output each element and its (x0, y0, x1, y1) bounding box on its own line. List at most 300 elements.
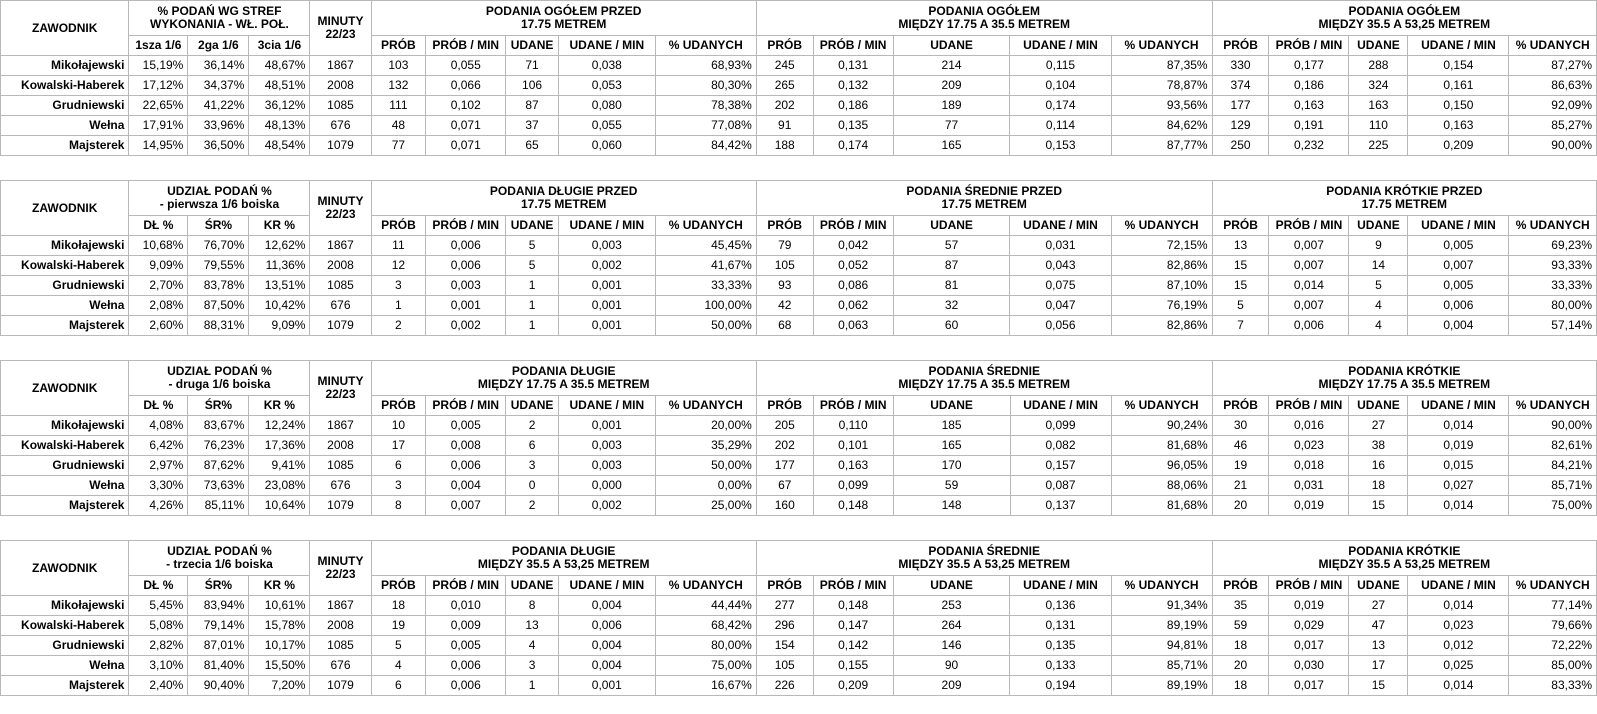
metric-subheader: UDANE / MIN (1408, 576, 1509, 596)
value-cell: 11 (371, 236, 426, 256)
value-cell: 87,77% (1111, 136, 1212, 156)
player-name: Grudniewski (1, 96, 129, 116)
value-cell: 0,007 (426, 496, 506, 516)
value-cell: 0,071 (426, 116, 506, 136)
value-cell: 4 (506, 636, 559, 656)
table-row (1, 616, 1597, 636)
value-cell: 6 (371, 676, 426, 696)
value-cell: 0,191 (1269, 116, 1349, 136)
value-cell: 0,00% (655, 476, 756, 496)
zone-share-cell: 3,10% (129, 656, 188, 676)
value-cell: 5 (506, 236, 559, 256)
value-cell: 3 (371, 276, 426, 296)
zone-share-cell: 5,45% (129, 596, 188, 616)
metric-subheader: PRÓB (756, 576, 813, 596)
value-cell: 0,155 (813, 656, 893, 676)
value-cell: 188 (756, 136, 813, 156)
value-cell: 0,017 (1269, 636, 1349, 656)
group-header-3 (1212, 181, 1596, 216)
value-cell: 1 (506, 296, 559, 316)
zone-share-cell: 9,09% (129, 256, 188, 276)
value-cell: 15 (1349, 676, 1408, 696)
value-cell: 0,066 (426, 76, 506, 96)
value-cell: 0,001 (558, 316, 655, 336)
value-cell: 0,017 (1269, 676, 1349, 696)
value-cell: 0,007 (1269, 256, 1349, 276)
value-cell: 85,71% (1509, 476, 1597, 496)
group-header-1-line1: PODANIA DŁUGIE PRZED (489, 184, 638, 198)
metric-subheader: UDANE (506, 396, 559, 416)
value-cell: 1 (506, 316, 559, 336)
player-name: Wełna (1, 476, 129, 496)
group-header-3-line1: PODANIA KRÓTKIE PRZED (1326, 184, 1483, 198)
value-cell: 9 (1349, 236, 1408, 256)
zawodnik-header: ZAWODNIK (1, 181, 129, 236)
value-cell: 374 (1212, 76, 1269, 96)
table-row (1, 136, 1597, 156)
group-header-1-line1: PODANIA OGÓŁEM PRZED (485, 4, 642, 18)
metric-subheader: % UDANYCH (1509, 576, 1597, 596)
table-row (1, 436, 1597, 456)
value-cell: 89,19% (1111, 616, 1212, 636)
value-cell: 0,052 (813, 256, 893, 276)
header-row (1, 541, 1597, 576)
subheader-row (1, 576, 1597, 596)
metric-subheader: PRÓB (1212, 576, 1269, 596)
value-cell: 6 (371, 456, 426, 476)
table-row (1, 636, 1597, 656)
value-cell: 1 (506, 276, 559, 296)
value-cell: 60 (893, 316, 1010, 336)
value-cell: 77 (371, 136, 426, 156)
table-row (1, 276, 1597, 296)
player-name: Grudniewski (1, 456, 129, 476)
value-cell: 0,038 (558, 56, 655, 76)
value-cell: 78,87% (1111, 76, 1212, 96)
zone-share-cell: 13,51% (249, 276, 310, 296)
zone-share-cell: 48,51% (249, 76, 310, 96)
value-cell: 225 (1349, 136, 1408, 156)
value-cell: 6 (506, 436, 559, 456)
zone-share-cell: 10,68% (129, 236, 188, 256)
zone-share-cell: 10,17% (249, 636, 310, 656)
player-name: Mikołajewski (1, 416, 129, 436)
value-cell: 87 (506, 96, 559, 116)
value-cell: 10 (371, 416, 426, 436)
value-cell: 0,031 (1010, 236, 1111, 256)
value-cell: 17 (1349, 656, 1408, 676)
zone-share-cell: 23,08% (249, 476, 310, 496)
value-cell: 50,00% (655, 316, 756, 336)
zone-share-cell: 15,78% (249, 616, 310, 636)
value-cell: 16,67% (655, 676, 756, 696)
value-cell: 82,61% (1509, 436, 1597, 456)
value-cell: 13 (1212, 236, 1269, 256)
value-cell: 0,010 (426, 596, 506, 616)
metric-subheader: PRÓB (371, 576, 426, 596)
value-cell: 18 (1212, 636, 1269, 656)
value-cell: 50,00% (655, 456, 756, 476)
table-row (1, 116, 1597, 136)
zone-subheader: 1sza 1/6 (129, 36, 188, 56)
metric-subheader: UDANE / MIN (1408, 396, 1509, 416)
value-cell: 68 (756, 316, 813, 336)
zone-share-header-line1: % PODAŃ WG STREF (157, 4, 282, 18)
value-cell: 0,006 (426, 676, 506, 696)
value-cell: 154 (756, 636, 813, 656)
table-row (1, 476, 1597, 496)
zone-share-header (129, 1, 310, 36)
metric-subheader: UDANE (506, 216, 559, 236)
value-cell: 132 (371, 76, 426, 96)
zone-share-cell: 5,08% (129, 616, 188, 636)
value-cell: 1 (371, 296, 426, 316)
value-cell: 0,019 (1269, 596, 1349, 616)
value-cell: 59 (893, 476, 1010, 496)
value-cell: 0,015 (1408, 456, 1509, 476)
metric-subheader: % UDANYCH (1509, 36, 1597, 56)
zone-share-cell: 11,36% (249, 256, 310, 276)
value-cell: 0,163 (813, 456, 893, 476)
value-cell: 0,006 (426, 456, 506, 476)
value-cell: 93,33% (1509, 256, 1597, 276)
group-header-1 (371, 1, 756, 36)
value-cell: 0,006 (426, 236, 506, 256)
metric-subheader: UDANE / MIN (558, 216, 655, 236)
player-name: Mikołajewski (1, 56, 129, 76)
value-cell: 0,019 (1408, 436, 1509, 456)
value-cell: 81,68% (1111, 496, 1212, 516)
value-cell: 0,153 (1010, 136, 1111, 156)
value-cell: 0,031 (1269, 476, 1349, 496)
value-cell: 77,14% (1509, 596, 1597, 616)
minutes-cell: 1867 (310, 236, 371, 256)
subheader-row (1, 216, 1597, 236)
zone-share-header-line1: UDZIAŁ PODAŃ % (167, 364, 272, 378)
value-cell: 19 (1212, 456, 1269, 476)
zone-share-header (129, 541, 310, 576)
table-row (1, 316, 1597, 336)
group-header-2-line1: PODANIA ŚREDNIE (928, 364, 1041, 378)
metric-subheader: UDANE / MIN (1010, 576, 1111, 596)
metric-subheader: % UDANYCH (1111, 576, 1212, 596)
value-cell: 77,08% (655, 116, 756, 136)
value-cell: 20 (1212, 496, 1269, 516)
player-name: Wełna (1, 656, 129, 676)
value-cell: 0,186 (1269, 76, 1349, 96)
metric-subheader: UDANE / MIN (1010, 216, 1111, 236)
group-header-2-line1: PODANIA ŚREDNIE PRZED (906, 184, 1062, 198)
value-cell: 18 (371, 596, 426, 616)
value-cell: 0,150 (1408, 96, 1509, 116)
value-cell: 103 (371, 56, 426, 76)
metric-subheader: PRÓB (756, 396, 813, 416)
metric-subheader: PRÓB / MIN (426, 216, 506, 236)
value-cell: 3 (506, 456, 559, 476)
value-cell: 0,001 (558, 276, 655, 296)
zone-share-cell: 4,08% (129, 416, 188, 436)
metric-subheader: PRÓB (371, 396, 426, 416)
value-cell: 79,66% (1509, 616, 1597, 636)
value-cell: 75,00% (655, 656, 756, 676)
zone-share-cell: 2,82% (129, 636, 188, 656)
zone-share-cell: 2,97% (129, 456, 188, 476)
zone-subheader: 2ga 1/6 (188, 36, 249, 56)
metric-subheader: UDANE (893, 36, 1010, 56)
group-header-2 (756, 361, 1212, 396)
value-cell: 0,142 (813, 636, 893, 656)
value-cell: 146 (893, 636, 1010, 656)
value-cell: 0,071 (426, 136, 506, 156)
zone-share-cell: 83,78% (188, 276, 249, 296)
header-row (1, 1, 1597, 36)
value-cell: 0,003 (558, 436, 655, 456)
metric-subheader: UDANE / MIN (1408, 36, 1509, 56)
value-cell: 20 (1212, 656, 1269, 676)
player-name: Majsterek (1, 496, 129, 516)
value-cell: 72,22% (1509, 636, 1597, 656)
value-cell: 0,062 (813, 296, 893, 316)
metric-subheader: PRÓB / MIN (1269, 36, 1349, 56)
value-cell: 90,24% (1111, 416, 1212, 436)
value-cell: 0,163 (1408, 116, 1509, 136)
value-cell: 19 (371, 616, 426, 636)
value-cell: 87,35% (1111, 56, 1212, 76)
value-cell: 13 (1349, 636, 1408, 656)
value-cell: 0,055 (426, 56, 506, 76)
subheader-row (1, 396, 1597, 416)
group-header-2-line1: PODANIA ŚREDNIE (928, 544, 1040, 558)
zone-share-cell: 10,64% (249, 496, 310, 516)
zone-subheader: DŁ % (129, 396, 188, 416)
value-cell: 277 (756, 596, 813, 616)
metric-subheader: UDANE (893, 576, 1010, 596)
value-cell: 68,42% (655, 616, 756, 636)
player-name: Mikołajewski (1, 236, 129, 256)
value-cell: 5 (1212, 296, 1269, 316)
value-cell: 78,38% (655, 96, 756, 116)
zone-share-cell: 10,61% (249, 596, 310, 616)
metric-subheader: PRÓB / MIN (426, 36, 506, 56)
player-name: Kowalski-Haberek (1, 76, 129, 96)
value-cell: 0,174 (1010, 96, 1111, 116)
group-header-3-line2: MIĘDZY 35.5 A 53,25 METREM (1318, 17, 1491, 31)
zone-share-cell: 12,62% (249, 236, 310, 256)
value-cell: 209 (893, 76, 1010, 96)
player-name: Kowalski-Haberek (1, 256, 129, 276)
zone-share-cell: 2,08% (129, 296, 188, 316)
minutes-cell: 2008 (310, 436, 371, 456)
table-row (1, 416, 1597, 436)
zone-share-header (129, 181, 310, 216)
minutes-header-line1: MINUTY (317, 14, 364, 28)
zone-share-cell: 79,55% (188, 256, 249, 276)
group-header-1-line2: MIĘDZY 17.75 A 35.5 METREM (477, 377, 650, 391)
value-cell: 68,93% (655, 56, 756, 76)
zone-share-cell: 15,50% (249, 656, 310, 676)
value-cell: 8 (506, 596, 559, 616)
minutes-cell: 1867 (310, 56, 371, 76)
metric-subheader: PRÓB / MIN (1269, 396, 1349, 416)
value-cell: 0,001 (558, 296, 655, 316)
value-cell: 0,131 (813, 56, 893, 76)
value-cell: 0,099 (1010, 416, 1111, 436)
minutes-cell: 1085 (310, 276, 371, 296)
zone-subheader: KR % (249, 216, 310, 236)
value-cell: 100,00% (655, 296, 756, 316)
value-cell: 84,62% (1111, 116, 1212, 136)
value-cell: 0,007 (1408, 256, 1509, 276)
value-cell: 91 (756, 116, 813, 136)
value-cell: 0,161 (1408, 76, 1509, 96)
value-cell: 57,14% (1509, 316, 1597, 336)
group-header-3 (1212, 541, 1596, 576)
value-cell: 0,029 (1269, 616, 1349, 636)
table-row (1, 256, 1597, 276)
zone-share-cell: 79,14% (188, 616, 249, 636)
value-cell: 0,075 (1010, 276, 1111, 296)
zone-share-cell: 48,67% (249, 56, 310, 76)
group-header-1-line1: PODANIA DŁUGIE (511, 364, 616, 378)
value-cell: 93,56% (1111, 96, 1212, 116)
value-cell: 0,086 (813, 276, 893, 296)
metric-subheader: UDANE (506, 36, 559, 56)
metric-subheader: PRÓB / MIN (813, 396, 893, 416)
value-cell: 0,001 (558, 416, 655, 436)
value-cell: 42 (756, 296, 813, 316)
value-cell: 30 (1212, 416, 1269, 436)
value-cell: 87,10% (1111, 276, 1212, 296)
metric-subheader: % UDANYCH (1509, 396, 1597, 416)
value-cell: 0,154 (1408, 56, 1509, 76)
value-cell: 245 (756, 56, 813, 76)
value-cell: 0,177 (1269, 56, 1349, 76)
table-row (1, 596, 1597, 616)
value-cell: 80,30% (655, 76, 756, 96)
table-row (1, 496, 1597, 516)
player-name: Grudniewski (1, 636, 129, 656)
subheader-row (1, 36, 1597, 56)
value-cell: 1 (506, 676, 559, 696)
value-cell: 0,014 (1408, 596, 1509, 616)
value-cell: 0,114 (1010, 116, 1111, 136)
zone-share-cell: 9,09% (249, 316, 310, 336)
zone-share-cell: 76,70% (188, 236, 249, 256)
value-cell: 253 (893, 596, 1010, 616)
value-cell: 88,06% (1111, 476, 1212, 496)
group-header-3-line2: 17.75 METREM (1361, 197, 1447, 211)
value-cell: 0,014 (1269, 276, 1349, 296)
zone-share-header-line2: - druga 1/6 boiska (168, 377, 271, 391)
zone-share-header-line2: - trzecia 1/6 boiska (166, 557, 273, 571)
value-cell: 0,101 (813, 436, 893, 456)
value-cell: 33,33% (655, 276, 756, 296)
value-cell: 0,157 (1010, 456, 1111, 476)
value-cell: 85,00% (1509, 656, 1597, 676)
zone-share-cell: 3,30% (129, 476, 188, 496)
value-cell: 0,007 (1269, 296, 1349, 316)
value-cell: 16 (1349, 456, 1408, 476)
zone-share-cell: 87,62% (188, 456, 249, 476)
value-cell: 0,063 (813, 316, 893, 336)
value-cell: 0,005 (1408, 236, 1509, 256)
value-cell: 8 (371, 496, 426, 516)
value-cell: 0,194 (1010, 676, 1111, 696)
value-cell: 33,33% (1509, 276, 1597, 296)
value-cell: 0,104 (1010, 76, 1111, 96)
zone-share-cell: 10,42% (249, 296, 310, 316)
value-cell: 0,006 (1408, 296, 1509, 316)
group-header-1-line1: PODANIA DŁUGIE (511, 544, 616, 558)
minutes-cell: 676 (310, 116, 371, 136)
value-cell: 0,082 (1010, 436, 1111, 456)
value-cell: 0,135 (813, 116, 893, 136)
value-cell: 76,19% (1111, 296, 1212, 316)
metric-subheader: % UDANYCH (655, 396, 756, 416)
value-cell: 5 (371, 636, 426, 656)
value-cell: 105 (756, 656, 813, 676)
value-cell: 250 (1212, 136, 1269, 156)
minutes-header (310, 181, 371, 236)
zone-subheader: ŚR% (188, 216, 249, 236)
zone-subheader: ŚR% (188, 396, 249, 416)
value-cell: 44,44% (655, 596, 756, 616)
metric-subheader: UDANE (893, 396, 1010, 416)
zone-share-header-line1: UDZIAŁ PODAŃ % (167, 544, 272, 558)
value-cell: 202 (756, 96, 813, 116)
group-header-2 (756, 1, 1212, 36)
value-cell: 0,002 (426, 316, 506, 336)
value-cell: 81 (893, 276, 1010, 296)
value-cell: 80,00% (1509, 296, 1597, 316)
value-cell: 0,002 (558, 496, 655, 516)
value-cell: 92,09% (1509, 96, 1597, 116)
value-cell: 0,004 (1408, 316, 1509, 336)
metric-subheader: PRÓB (371, 216, 426, 236)
value-cell: 226 (756, 676, 813, 696)
zone-share-cell: 34,37% (188, 76, 249, 96)
minutes-header-line2: 22/23 (325, 567, 356, 581)
value-cell: 65 (506, 136, 559, 156)
zone-share-cell: 83,94% (188, 596, 249, 616)
value-cell: 0,006 (1269, 316, 1349, 336)
group-header-2 (756, 541, 1212, 576)
metric-subheader: PRÓB / MIN (426, 396, 506, 416)
value-cell: 0,003 (426, 276, 506, 296)
value-cell: 4 (371, 656, 426, 676)
zone-share-cell: 2,70% (129, 276, 188, 296)
player-name: Kowalski-Haberek (1, 436, 129, 456)
value-cell: 0,102 (426, 96, 506, 116)
minutes-header-line2: 22/23 (325, 27, 356, 41)
value-cell: 0,019 (1269, 496, 1349, 516)
value-cell: 20,00% (655, 416, 756, 436)
value-cell: 3 (506, 656, 559, 676)
value-cell: 0,014 (1408, 416, 1509, 436)
header-row (1, 361, 1597, 396)
player-name: Kowalski-Haberek (1, 616, 129, 636)
value-cell: 0,030 (1269, 656, 1349, 676)
value-cell: 96,05% (1111, 456, 1212, 476)
zawodnik-header: ZAWODNIK (1, 361, 129, 416)
value-cell: 0,060 (558, 136, 655, 156)
group-header-2-line2: MIĘDZY 17.75 A 35.5 METREM (898, 17, 1070, 31)
value-cell: 189 (893, 96, 1010, 116)
value-cell: 0,110 (813, 416, 893, 436)
value-cell: 264 (893, 616, 1010, 636)
stats-table-2 (0, 180, 1597, 336)
value-cell: 35 (1212, 596, 1269, 616)
